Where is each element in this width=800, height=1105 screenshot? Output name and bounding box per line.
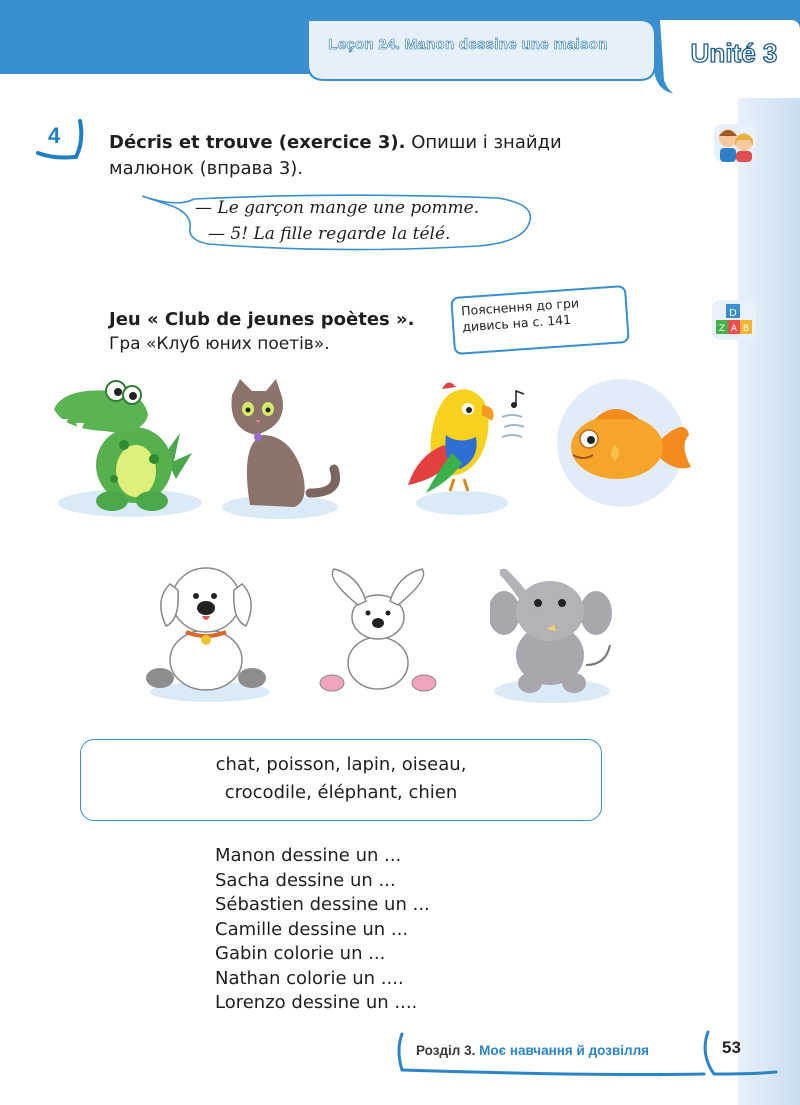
game-title: Jeu « Club de jeunes poètes ». xyxy=(109,309,415,330)
fish-picture xyxy=(555,375,695,520)
footer-section-title: Моє навчання й дозвілля xyxy=(479,1043,650,1058)
pair-work-icon xyxy=(712,120,760,166)
exercise-title: Décris et trouve (exercice 3). xyxy=(109,132,406,153)
dialogue-line-2: — 5! La fille regarde la télé. xyxy=(208,224,451,244)
sentence-item: Camille dessine un ... xyxy=(215,918,409,940)
block-letter-z: Z xyxy=(718,324,726,334)
page-number: 53 xyxy=(722,1038,741,1057)
cat-picture xyxy=(210,375,340,520)
sentence-item: Manon dessine un ... xyxy=(215,845,402,866)
exercise-ukr-1: Опиши і знайди xyxy=(411,132,562,153)
bird-picture xyxy=(398,375,538,520)
exercise-ukr-2: малюнок (вправа 3). xyxy=(109,158,304,179)
exercise-instruction xyxy=(109,131,629,155)
footer-section: Розділ 3. xyxy=(416,1043,476,1058)
block-letter-b: B xyxy=(742,324,750,334)
word-box xyxy=(80,739,602,821)
word-list-line-2: crocodile, éléphant, chien xyxy=(224,782,458,803)
sentence-item: Lorenzo dessine un .... xyxy=(215,992,418,1013)
note-line-2: дивись на с. 141 xyxy=(461,311,572,335)
note-line-1: Пояснення до гри xyxy=(460,295,580,319)
exercise-number: 4 xyxy=(34,117,86,161)
footer-title xyxy=(416,1043,649,1058)
block-letter-a: A xyxy=(730,324,738,334)
sentence-item: Sébastien dessine un ... xyxy=(215,894,430,915)
sentence-item: Nathan colorie un .... xyxy=(215,967,404,989)
word-list-line-1: chat, poisson, lapin, oiseau, xyxy=(215,754,467,775)
dog-picture xyxy=(140,560,275,705)
block-letter-d: D xyxy=(729,308,737,319)
lesson-title: Leçon 24. Manon dessine une maison xyxy=(328,36,608,53)
sentence-list xyxy=(215,844,430,1016)
unit-title: Unité 3 xyxy=(690,38,778,68)
rabbit-picture xyxy=(318,565,443,705)
crocodile-picture xyxy=(44,375,204,520)
game-note xyxy=(450,285,630,355)
dialogue-line-1: — Le garçon mange une pomme. xyxy=(195,198,480,218)
game-subtitle: Гра «Клуб юних поетів». xyxy=(109,334,330,354)
sentence-item: Gabin colorie un ... xyxy=(215,943,386,964)
letter-blocks-icon xyxy=(708,296,760,344)
sentence-item: Sacha dessine un ... xyxy=(215,869,396,891)
side-band xyxy=(738,90,800,1105)
elephant-picture xyxy=(490,555,620,705)
